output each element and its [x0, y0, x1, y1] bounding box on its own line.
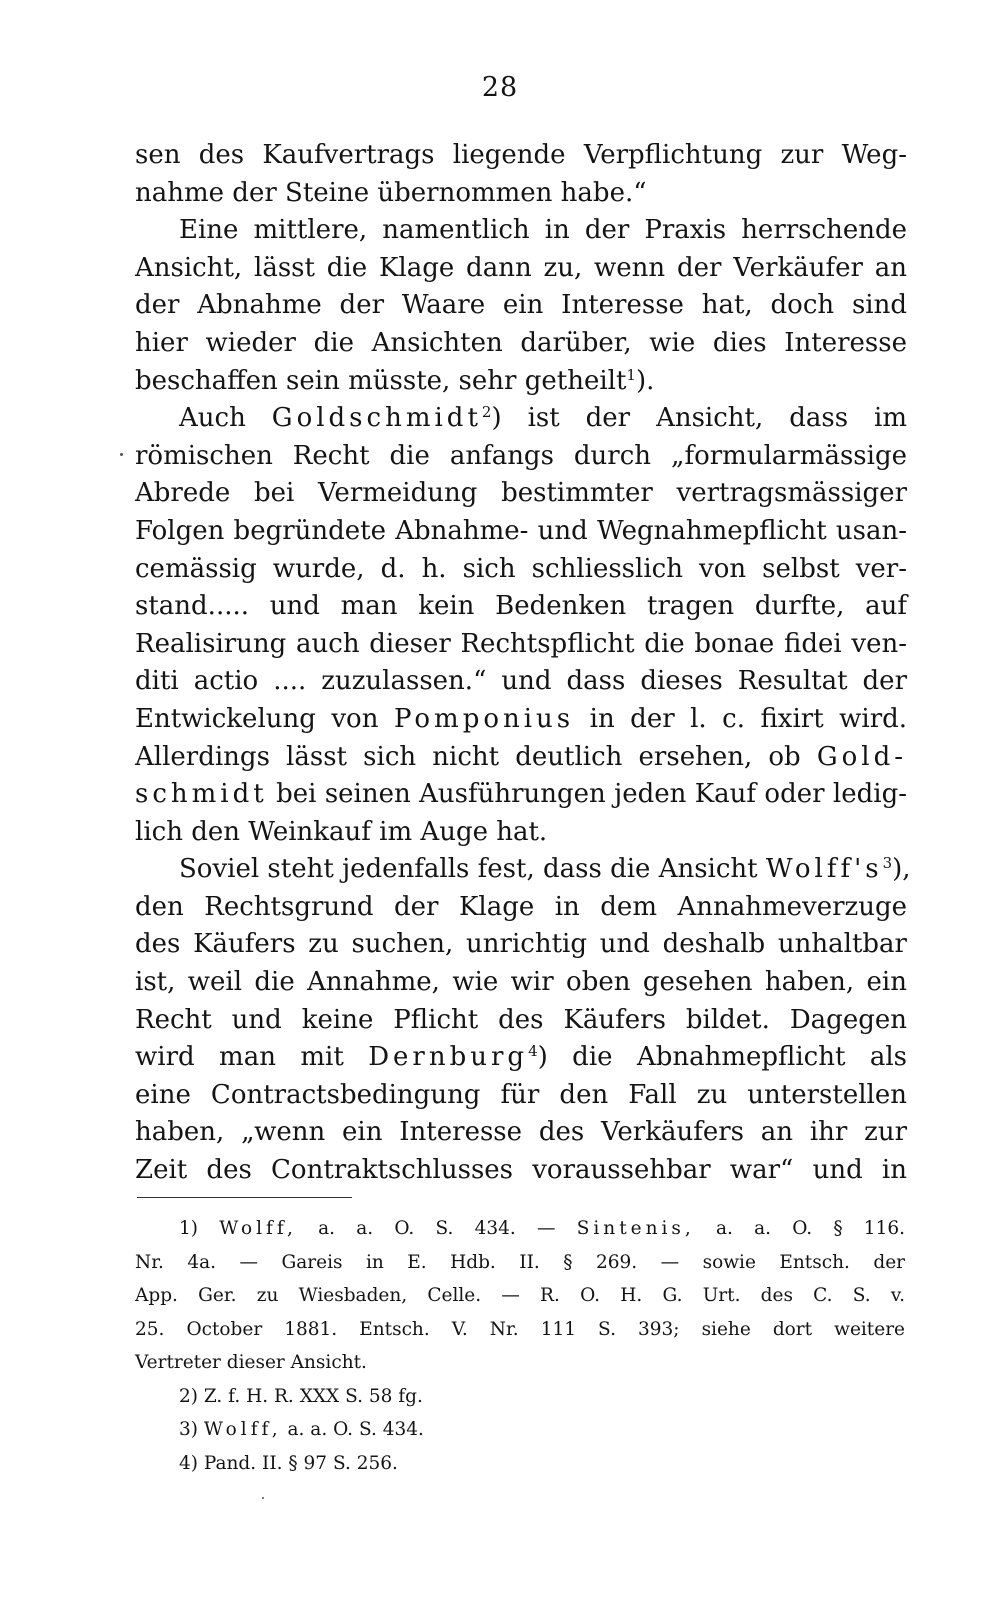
text-line: nahme der Steine übernommen habe.“ [135, 177, 647, 208]
page-number: 28 [481, 72, 519, 103]
footnote-ref: 1 [626, 365, 636, 384]
text-line [135, 1039, 907, 1077]
text-line: Zeit des Contraktschlusses voraussehbar war“ und in [135, 1155, 907, 1186]
text-line [135, 701, 907, 739]
text-line: Eine mittlere, namentlich in der Praxis herrschende [179, 215, 907, 246]
text-line: römischen Recht die anfangs durch „formularmässige [135, 440, 907, 471]
text-fragment: ). [635, 365, 655, 396]
text-line [135, 851, 911, 889]
text-line: hier wieder die Ansichten darüber, wie dies Interesse [135, 327, 907, 358]
footnote-ref: 4 [528, 1042, 538, 1061]
author-name: Gold- [816, 741, 907, 772]
author-name: Goldschmidt [271, 403, 482, 434]
text-fragment: in der l. c. fixirt wird. [589, 703, 908, 734]
text-fragment: ), [892, 854, 911, 885]
text-line: sen des Kaufvertrags liegende Verpflichtung zur Weg- [135, 140, 907, 170]
footnote-ref: 2 [481, 403, 492, 422]
text-line: stand..... und man kein Bedenken tragen durfte, auf [135, 591, 907, 622]
text-fragment: Allerdings lässt sich nicht deutlich ersehen, ob [135, 741, 801, 772]
author-name: Wolff, [203, 1419, 282, 1440]
text-line: Ansicht, lässt die Klage dann zu, wenn der Verkäufer an [135, 252, 907, 283]
text-line: des Käufers zu suchen, unrichtig und deshalb unhaltbar [135, 929, 907, 960]
body-text [135, 137, 911, 1190]
footnote-divider [137, 1197, 352, 1198]
footnote-line: App. Ger. zu Wiesbaden, Celle. — R. O. H. G. Urt. des C. S. v. [135, 1285, 905, 1306]
text-line: eine Contractsbedingung für den Fall zu unterstellen [135, 1079, 907, 1110]
text-line: den Rechtsgrund der Klage in dem Annahmeverzuge [135, 891, 907, 922]
text-fragment: bei seinen Ausführungen jeden Kauf oder ledig- [276, 779, 907, 810]
footnotes [135, 1212, 905, 1480]
text-line: Abrede bei Vermeidung bestimmter vertragsmässiger [135, 478, 907, 509]
text-line: diti actio .... zuzulassen.“ und dass dieses Resultat der [135, 666, 907, 697]
text-line: Folgen begründete Abnahme- und Wegnahmepflicht usan- [135, 515, 907, 546]
text-fragment: ) [491, 403, 502, 434]
footnote-line: 2) Z. f. H. R. XXX S. 58 fg. [179, 1385, 423, 1407]
text-fragment: 3) [179, 1419, 198, 1440]
text-fragment: ) [537, 1042, 548, 1073]
text-line: der Abnahme der Waare ein Interesse hat, doch sind [135, 290, 907, 321]
footnote-line [135, 1212, 905, 1246]
text-fragment: Auch [179, 403, 246, 434]
text-fragment: a. a. O. § 116. [715, 1218, 905, 1239]
text-line [135, 400, 907, 438]
scan-speck [262, 1497, 264, 1499]
footnote-line: 4) Pand. II. § 97 S. 256. [179, 1452, 398, 1474]
text-line: cemässig wurde, d. h. sich schliesslich von selbst ver- [135, 553, 907, 584]
scan-speck [120, 453, 123, 456]
text-fragment: wird man mit [135, 1042, 344, 1073]
footnote-ref: 3 [882, 854, 893, 873]
text-line: lich den Weinkauf im Auge hat. [135, 816, 548, 847]
author-name: Pomponius [393, 703, 575, 734]
text-line [135, 363, 907, 401]
footnote-line: Nr. 4a. — Gareis in E. Hdb. II. § 269. — sowie Entsch. der [135, 1251, 905, 1273]
footnote-line: Vertreter dieser Ansicht. [135, 1352, 367, 1373]
text-line: haben, „wenn ein Interesse des Verkäufers an ihr zur [135, 1117, 907, 1148]
text-fragment: ist der Ansicht, dass im [527, 403, 907, 434]
text-line: Realisirung auch dieser Rechtspflicht die bonae fidei ven- [135, 628, 907, 659]
text-line: ist, weil die Annahme, wie wir oben gesehen haben, ein [135, 967, 907, 998]
text-fragment: Soviel steht jedenfalls fest, dass die Ansicht [179, 854, 758, 885]
text-line: Recht und keine Pflicht des Käufers bildet. Dagegen [135, 1004, 907, 1035]
text-line [135, 739, 907, 777]
text-fragment: 1) [179, 1218, 198, 1239]
footnote-line: 25. October 1881. Entsch. V. Nr. 111 S. 393; siehe dort weitere [135, 1318, 905, 1340]
text-fragment: Entwickelung von [135, 703, 379, 734]
author-name: schmidt [135, 779, 268, 810]
author-name: Sintenis, [576, 1218, 695, 1239]
text-line [135, 776, 907, 814]
text-fragment: beschaffen sein müsste, sehr getheilt [135, 365, 627, 396]
footnote-line [135, 1413, 905, 1447]
author-name: Wolff, [219, 1218, 297, 1239]
author-name: Wolff's [765, 854, 883, 885]
text-fragment: a. a. O. S. 434. — [318, 1218, 556, 1239]
author-name: Dernburg [368, 1042, 529, 1073]
text-fragment: a. a. O. S. 434. [287, 1419, 424, 1440]
text-fragment: die Abnahmepflicht als [572, 1042, 907, 1073]
